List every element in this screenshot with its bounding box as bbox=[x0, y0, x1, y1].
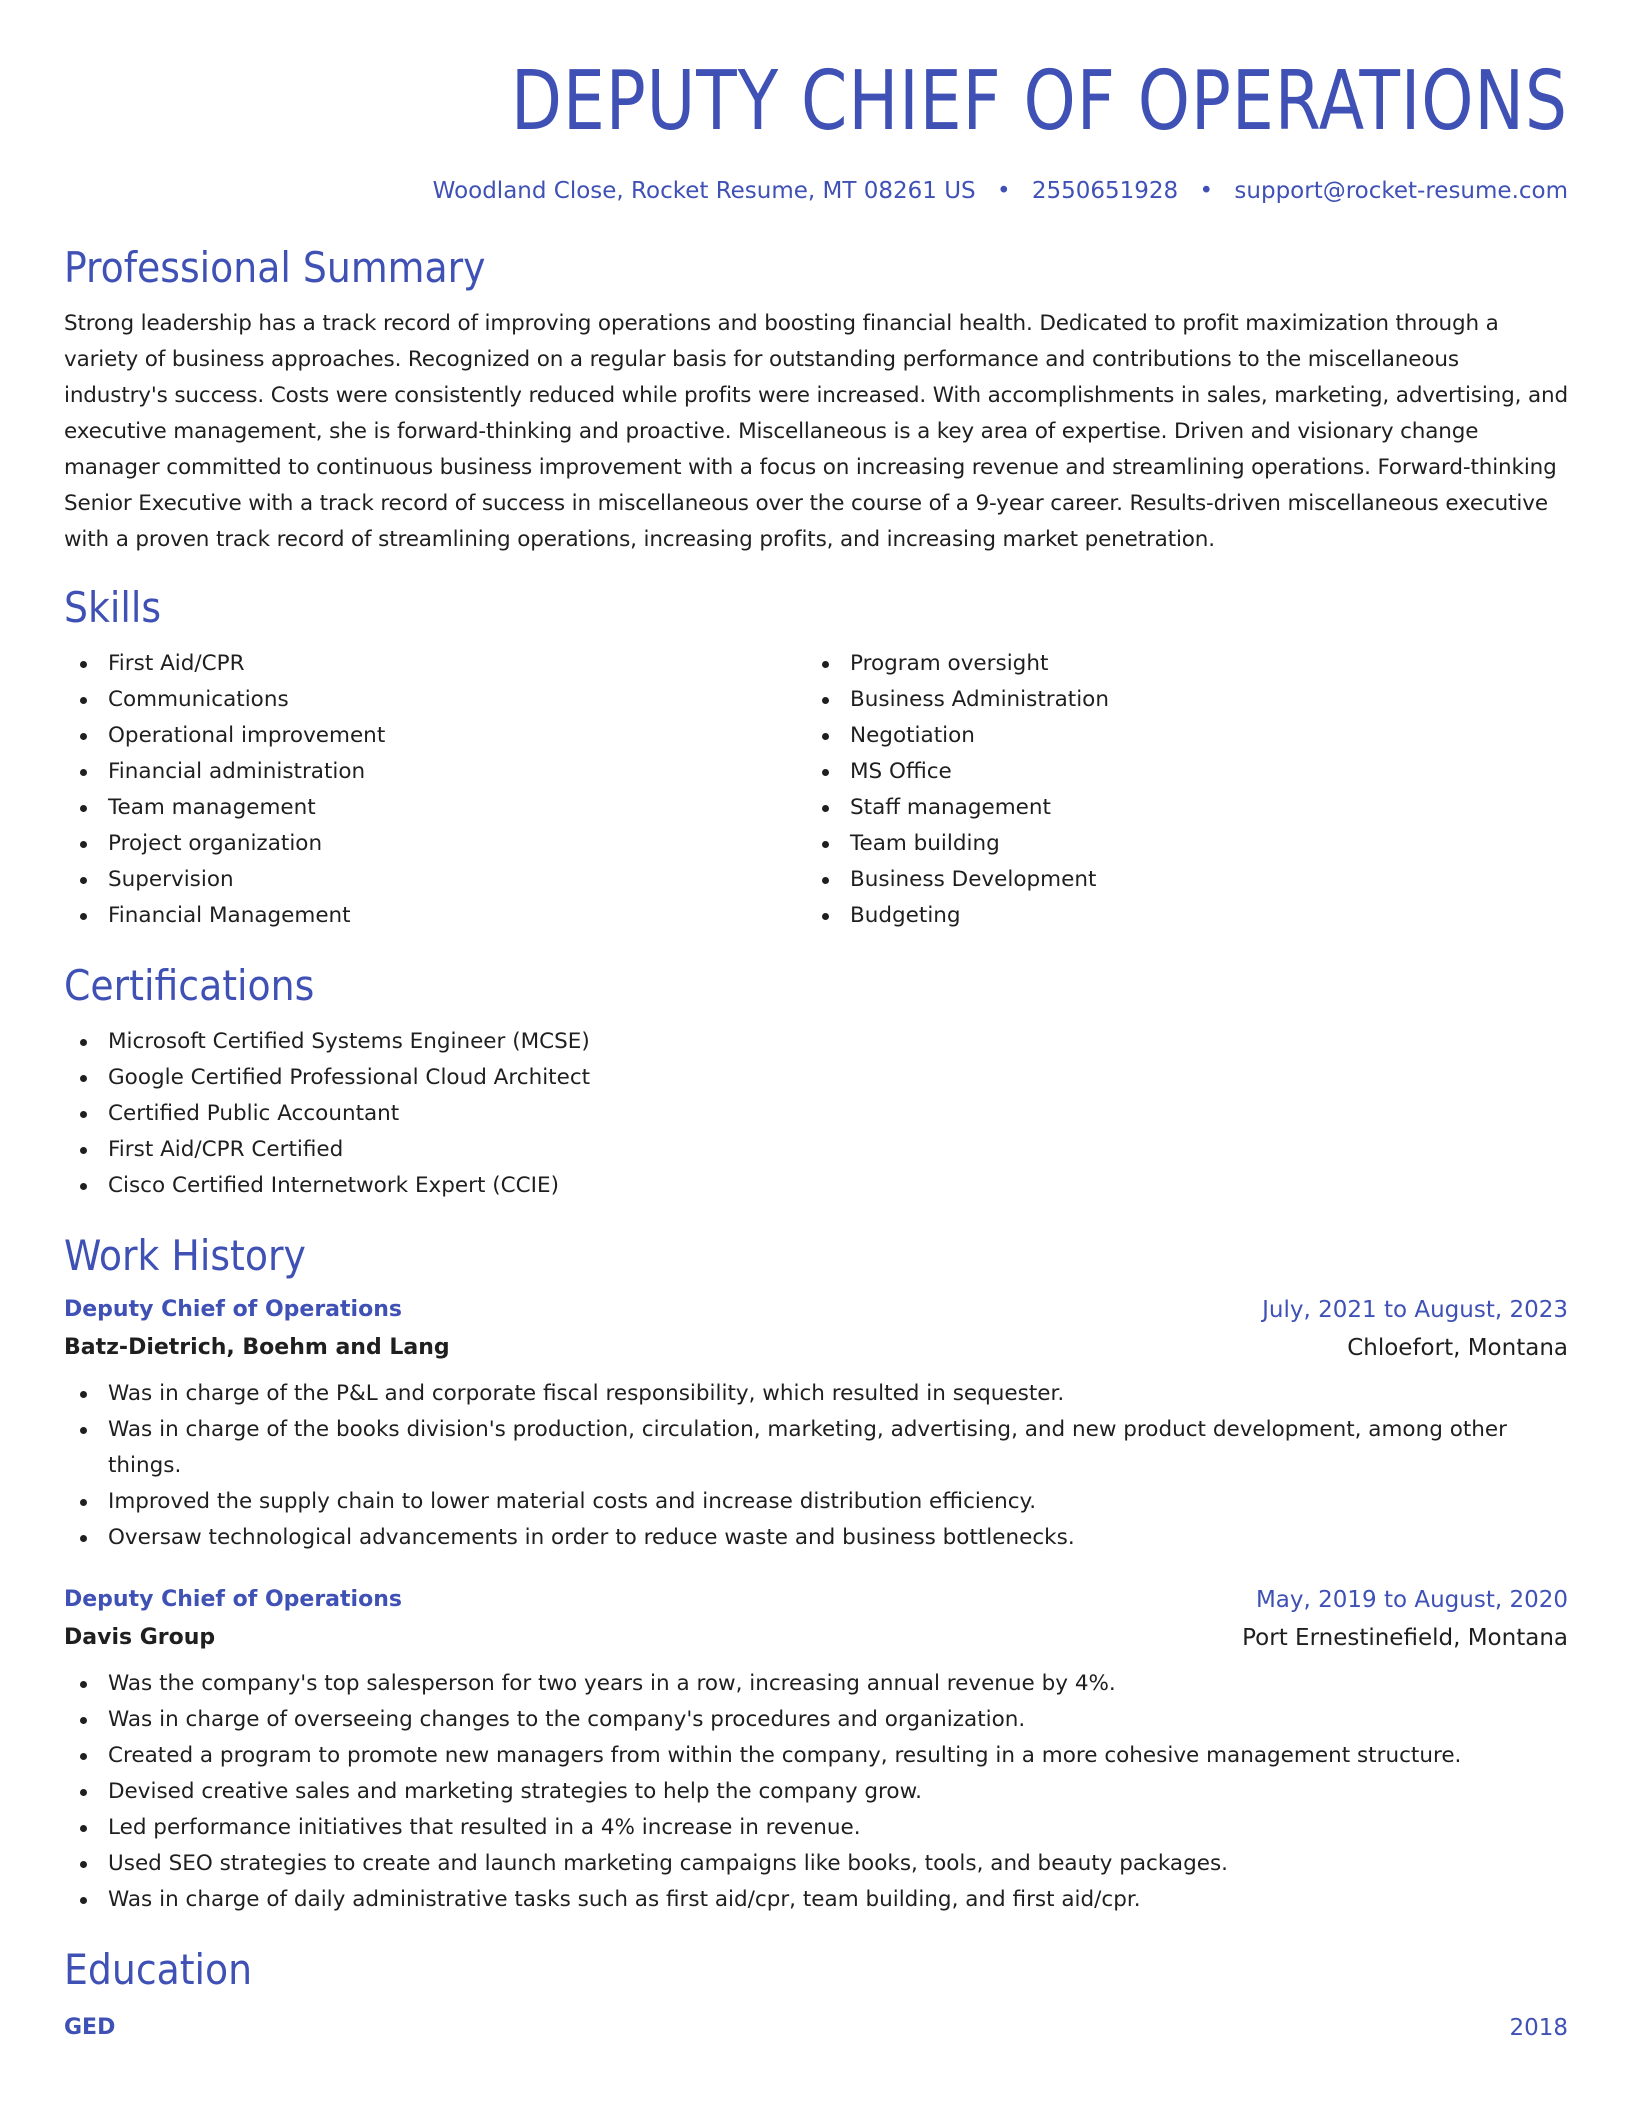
skill-item: Business Administration bbox=[806, 682, 1548, 718]
skill-item: Team management bbox=[64, 790, 806, 826]
summary-text: Strong leadership has a track record of improving operations and boosting financial health. Dedicated to profit maximization through a variety of business approaches. Recognized on a regular basis for outstanding performance and contributions to the miscellaneous industry's success. Costs were consistently reduced while profits were increased. With accomplishments in sales, marketing, advertising, and executive management, she is forward-thinking and proactive. Miscellaneous is a key area of expertise. Driven and visionary change manager committed to continuous business improvement with a focus on increasing revenue and streamlining operations. Forward-thinking Senior Executive with a track record of success in miscellaneous over the course of a 9-year career. Results-driven miscellaneous executive with a proven track record of streamlining operations, increasing profits, and increasing market penetration. bbox=[64, 311, 1568, 552]
job-title: Deputy Chief of Operations bbox=[64, 1587, 402, 1612]
certification-item: Certified Public Accountant bbox=[64, 1096, 1568, 1132]
contact-line bbox=[64, 176, 1568, 206]
job-subheader bbox=[64, 1328, 1568, 1368]
job-location: Chloefort, Montana bbox=[1347, 1335, 1568, 1361]
certifications-list bbox=[64, 1024, 1568, 1204]
skill-item: Business Development bbox=[806, 862, 1548, 898]
certification-item: First Aid/CPR Certified bbox=[64, 1132, 1568, 1168]
skill-item: Program oversight bbox=[806, 646, 1548, 682]
skill-item: Budgeting bbox=[806, 898, 1548, 934]
job-bullet: Was in charge of the books division's production, circulation, marketing, advertising, and new product development, among other things. bbox=[64, 1412, 1568, 1484]
certification-item: Cisco Certified Internetwork Expert (CCIE) bbox=[64, 1168, 1568, 1204]
job-bullet: Was the company's top salesperson for two years in a row, increasing annual revenue by 4%. bbox=[64, 1666, 1568, 1702]
job-bullets bbox=[64, 1376, 1568, 1556]
contact-email: support@rocket-resume.com bbox=[1234, 178, 1568, 204]
job-bullet: Created a program to promote new managers from within the company, resulting in a more cohesive management structure. bbox=[64, 1738, 1568, 1774]
job-bullet: Was in charge of overseeing changes to the company's procedures and organization. bbox=[64, 1702, 1568, 1738]
contact-separator: • bbox=[996, 178, 1011, 204]
contact-phone: 2550651928 bbox=[1031, 178, 1179, 204]
job-dates: May, 2019 to August, 2020 bbox=[1255, 1587, 1568, 1613]
skills-left-list bbox=[64, 646, 806, 934]
skill-item: Financial Management bbox=[64, 898, 806, 934]
certifications-heading: Certifications bbox=[64, 961, 315, 1010]
skill-item: MS Office bbox=[806, 754, 1548, 790]
job-entry bbox=[64, 1292, 1568, 1556]
education-degree: GED bbox=[64, 2015, 116, 2040]
job-header bbox=[64, 1292, 1568, 1328]
skill-item: Team building bbox=[806, 826, 1548, 862]
skill-item: Negotiation bbox=[806, 718, 1548, 754]
job-bullet: Used SEO strategies to create and launch marketing campaigns like books, tools, and beauty packages. bbox=[64, 1846, 1568, 1882]
job-bullet: Improved the supply chain to lower material costs and increase distribution efficiency. bbox=[64, 1484, 1568, 1520]
skill-item: Financial administration bbox=[64, 754, 806, 790]
job-dates: July, 2021 to August, 2023 bbox=[1262, 1297, 1568, 1323]
job-subheader bbox=[64, 1618, 1568, 1658]
job-bullet: Devised creative sales and marketing strategies to help the company grow. bbox=[64, 1774, 1568, 1810]
skill-item: Staff management bbox=[806, 790, 1548, 826]
certification-item: Google Certified Professional Cloud Architect bbox=[64, 1060, 1568, 1096]
job-bullet: Oversaw technological advancements in order to reduce waste and business bottlenecks. bbox=[64, 1520, 1568, 1556]
job-location: Port Ernestinefield, Montana bbox=[1242, 1625, 1568, 1651]
education-heading: Education bbox=[64, 1945, 253, 1994]
skills-columns bbox=[64, 646, 1568, 934]
contact-separator: • bbox=[1199, 178, 1214, 204]
job-header bbox=[64, 1582, 1568, 1618]
job-company: Batz-Dietrich, Boehm and Lang bbox=[64, 1335, 450, 1360]
education-year: 2018 bbox=[1509, 2015, 1568, 2041]
certification-item: Microsoft Certified Systems Engineer (MCSE) bbox=[64, 1024, 1568, 1060]
skills-heading: Skills bbox=[64, 583, 162, 632]
skill-item: First Aid/CPR bbox=[64, 646, 806, 682]
skills-right-list bbox=[806, 646, 1548, 934]
job-bullet: Led performance initiatives that resulted in a 4% increase in revenue. bbox=[64, 1810, 1568, 1846]
job-company: Davis Group bbox=[64, 1625, 216, 1650]
education-entry bbox=[64, 2010, 1568, 2046]
skill-item: Project organization bbox=[64, 826, 806, 862]
resume-name: DEPUTY CHIEF OF OPERATIONS bbox=[510, 54, 1569, 149]
job-bullet: Was in charge of the P&L and corporate fiscal responsibility, which resulted in sequester. bbox=[64, 1376, 1568, 1412]
job-bullets bbox=[64, 1666, 1568, 1918]
skill-item: Communications bbox=[64, 682, 806, 718]
skill-item: Operational improvement bbox=[64, 718, 806, 754]
work-history-heading: Work History bbox=[64, 1231, 306, 1280]
job-bullet: Was in charge of daily administrative tasks such as first aid/cpr, team building, and first aid/cpr. bbox=[64, 1882, 1568, 1918]
skill-item: Supervision bbox=[64, 862, 806, 898]
job-entry bbox=[64, 1582, 1568, 1918]
job-title: Deputy Chief of Operations bbox=[64, 1297, 402, 1322]
contact-address: Woodland Close, Rocket Resume, MT 08261 US bbox=[432, 178, 976, 204]
summary-heading: Professional Summary bbox=[64, 243, 486, 292]
